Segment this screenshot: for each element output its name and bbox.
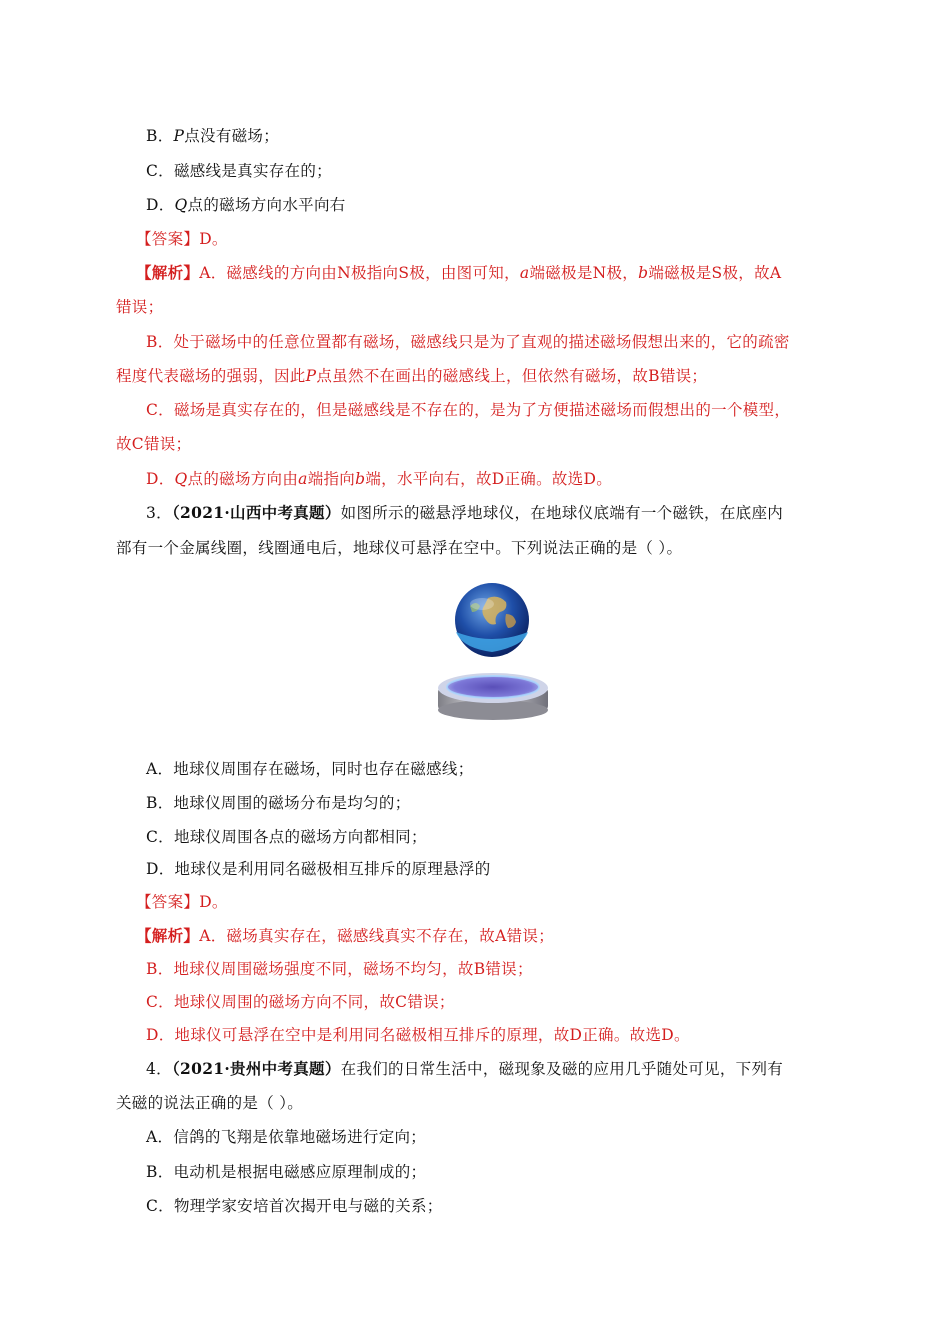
q4-option-a: A．信鸽的飞翔是依靠地磁场进行定向； (146, 1128, 427, 1146)
q4-source: （2021·贵州中考真题） (171, 1059, 341, 1078)
q3-answer: 【答案】D。 (136, 893, 228, 911)
q2-analysis-a-text2: 端磁极是N极， (529, 264, 639, 282)
q2-analysis-c-line1: C．磁场是真实存在的，但是磁感线是不存在的，是为了方便描述磁场而假想出的一个模型， (146, 401, 791, 419)
q2-option-c: C．磁感线是真实存在的； (146, 162, 332, 180)
q3-option-d: D．地球仪是利用同名磁极相互排斥的原理悬浮的 (146, 860, 491, 878)
q2-analysis-a (136, 261, 781, 285)
q3-analysis-c: C．地球仪周围的磁场方向不同，故C错误； (146, 993, 455, 1011)
q2-option-b-text: 点没有磁场； (184, 127, 280, 145)
q2-analysis-d-var3: b (355, 470, 366, 488)
q3-source: （2021·山西中考真题） (171, 503, 341, 522)
q2-analysis-b-line2 (116, 364, 707, 388)
q4-number: 4． (146, 1060, 172, 1078)
q2-option-b-var: P (173, 127, 185, 145)
q3-option-a: A．地球仪周围存在磁场，同时也存在磁感线； (146, 760, 474, 778)
q2-analysis-a-var1: a (519, 264, 530, 282)
q3-stem-line2: 部有一个金属线圈，线圈通电后，地球仪可悬浮在空中。下列说法正确的是（ ）。 (116, 539, 683, 557)
q3-option-b: B．地球仪周围的磁场分布是均匀的； (146, 794, 411, 812)
q2-analysis-a-text3: 端磁极是S极，故A (648, 264, 782, 282)
q4-option-b: B．电动机是根据电磁感应原理制成的； (146, 1163, 427, 1181)
q2-option-d (146, 193, 346, 217)
q2-option-d-var: Q (174, 196, 188, 214)
q2-analysis-d-var2: a (298, 470, 308, 488)
q3-number: 3． (146, 504, 172, 522)
q2-analysis-d (146, 467, 612, 491)
q3-analysis-d: D．地球仪可悬浮在空中是利用同名磁极相互排斥的原理，故D正确。故选D。 (146, 1026, 690, 1044)
q3-option-c: C．地球仪周围各点的磁场方向都相同； (146, 828, 427, 846)
q4-stem-line2: 关磁的说法正确的是（ ）。 (116, 1094, 304, 1112)
q3-analysis-a-text: A．磁场真实存在，磁感线真实不存在，故A错误； (199, 927, 554, 945)
q2-analysis-a-var2: b (638, 264, 649, 282)
q3-analysis-tag: 【解析】 (136, 926, 200, 945)
q3-analysis-a (136, 924, 554, 948)
q4-stem-line1 (146, 1057, 783, 1081)
q2-analysis-d-text1: D． (146, 470, 175, 488)
q2-analysis-b-text1: 程度代表磁场的强弱，因此 (116, 367, 306, 385)
q2-analysis-d-text3: 端指向 (307, 470, 356, 488)
maglev-globe-image (430, 580, 556, 725)
q2-option-d-prefix: D． (146, 196, 175, 214)
q2-analysis-b-text2: 点虽然不在画出的磁感线上，但依然有磁场，故B错误； (316, 367, 708, 385)
q2-analysis-a-line2: 错误； (116, 298, 164, 316)
q2-analysis-d-text4: 端，水平向右，故D正确。故选D。 (365, 470, 612, 488)
q2-analysis-d-text2: 点的磁场方向由 (187, 470, 299, 488)
q2-option-b (146, 124, 279, 148)
q2-option-b-prefix: B． (146, 127, 174, 145)
q2-analysis-tag: 【解析】 (136, 263, 200, 282)
q4-stem-text1: 在我们的日常生活中，磁现象及磁的应用几乎随处可见，下列有 (340, 1060, 784, 1078)
q2-analysis-d-var1: Q (174, 470, 188, 488)
q3-stem-line1 (146, 501, 783, 525)
q4-option-c: C．物理学家安培首次揭开电与磁的关系； (146, 1197, 443, 1215)
q2-analysis-c-line2: 故C错误； (116, 435, 192, 453)
q3-stem-text1: 如图所示的磁悬浮地球仪，在地球仪底端有一个磁铁，在底座内 (340, 504, 784, 522)
q2-analysis-a-text1: A．磁感线的方向由N极指向S极，由图可知， (199, 264, 520, 282)
q2-answer: 【答案】D。 (136, 230, 228, 248)
q2-analysis-b-var1: P (305, 367, 317, 385)
globe-icon (455, 583, 529, 657)
q2-option-d-text: 点的磁场方向水平向右 (187, 196, 346, 214)
magnetic-base-icon (438, 673, 548, 720)
q2-analysis-b-line1: B．处于磁场中的任意位置都有磁场，磁感线只是为了直观的描述磁场假想出来的，它的疏密 (146, 333, 790, 351)
q3-analysis-b: B．地球仪周围磁场强度不同，磁场不均匀，故B错误； (146, 960, 533, 978)
